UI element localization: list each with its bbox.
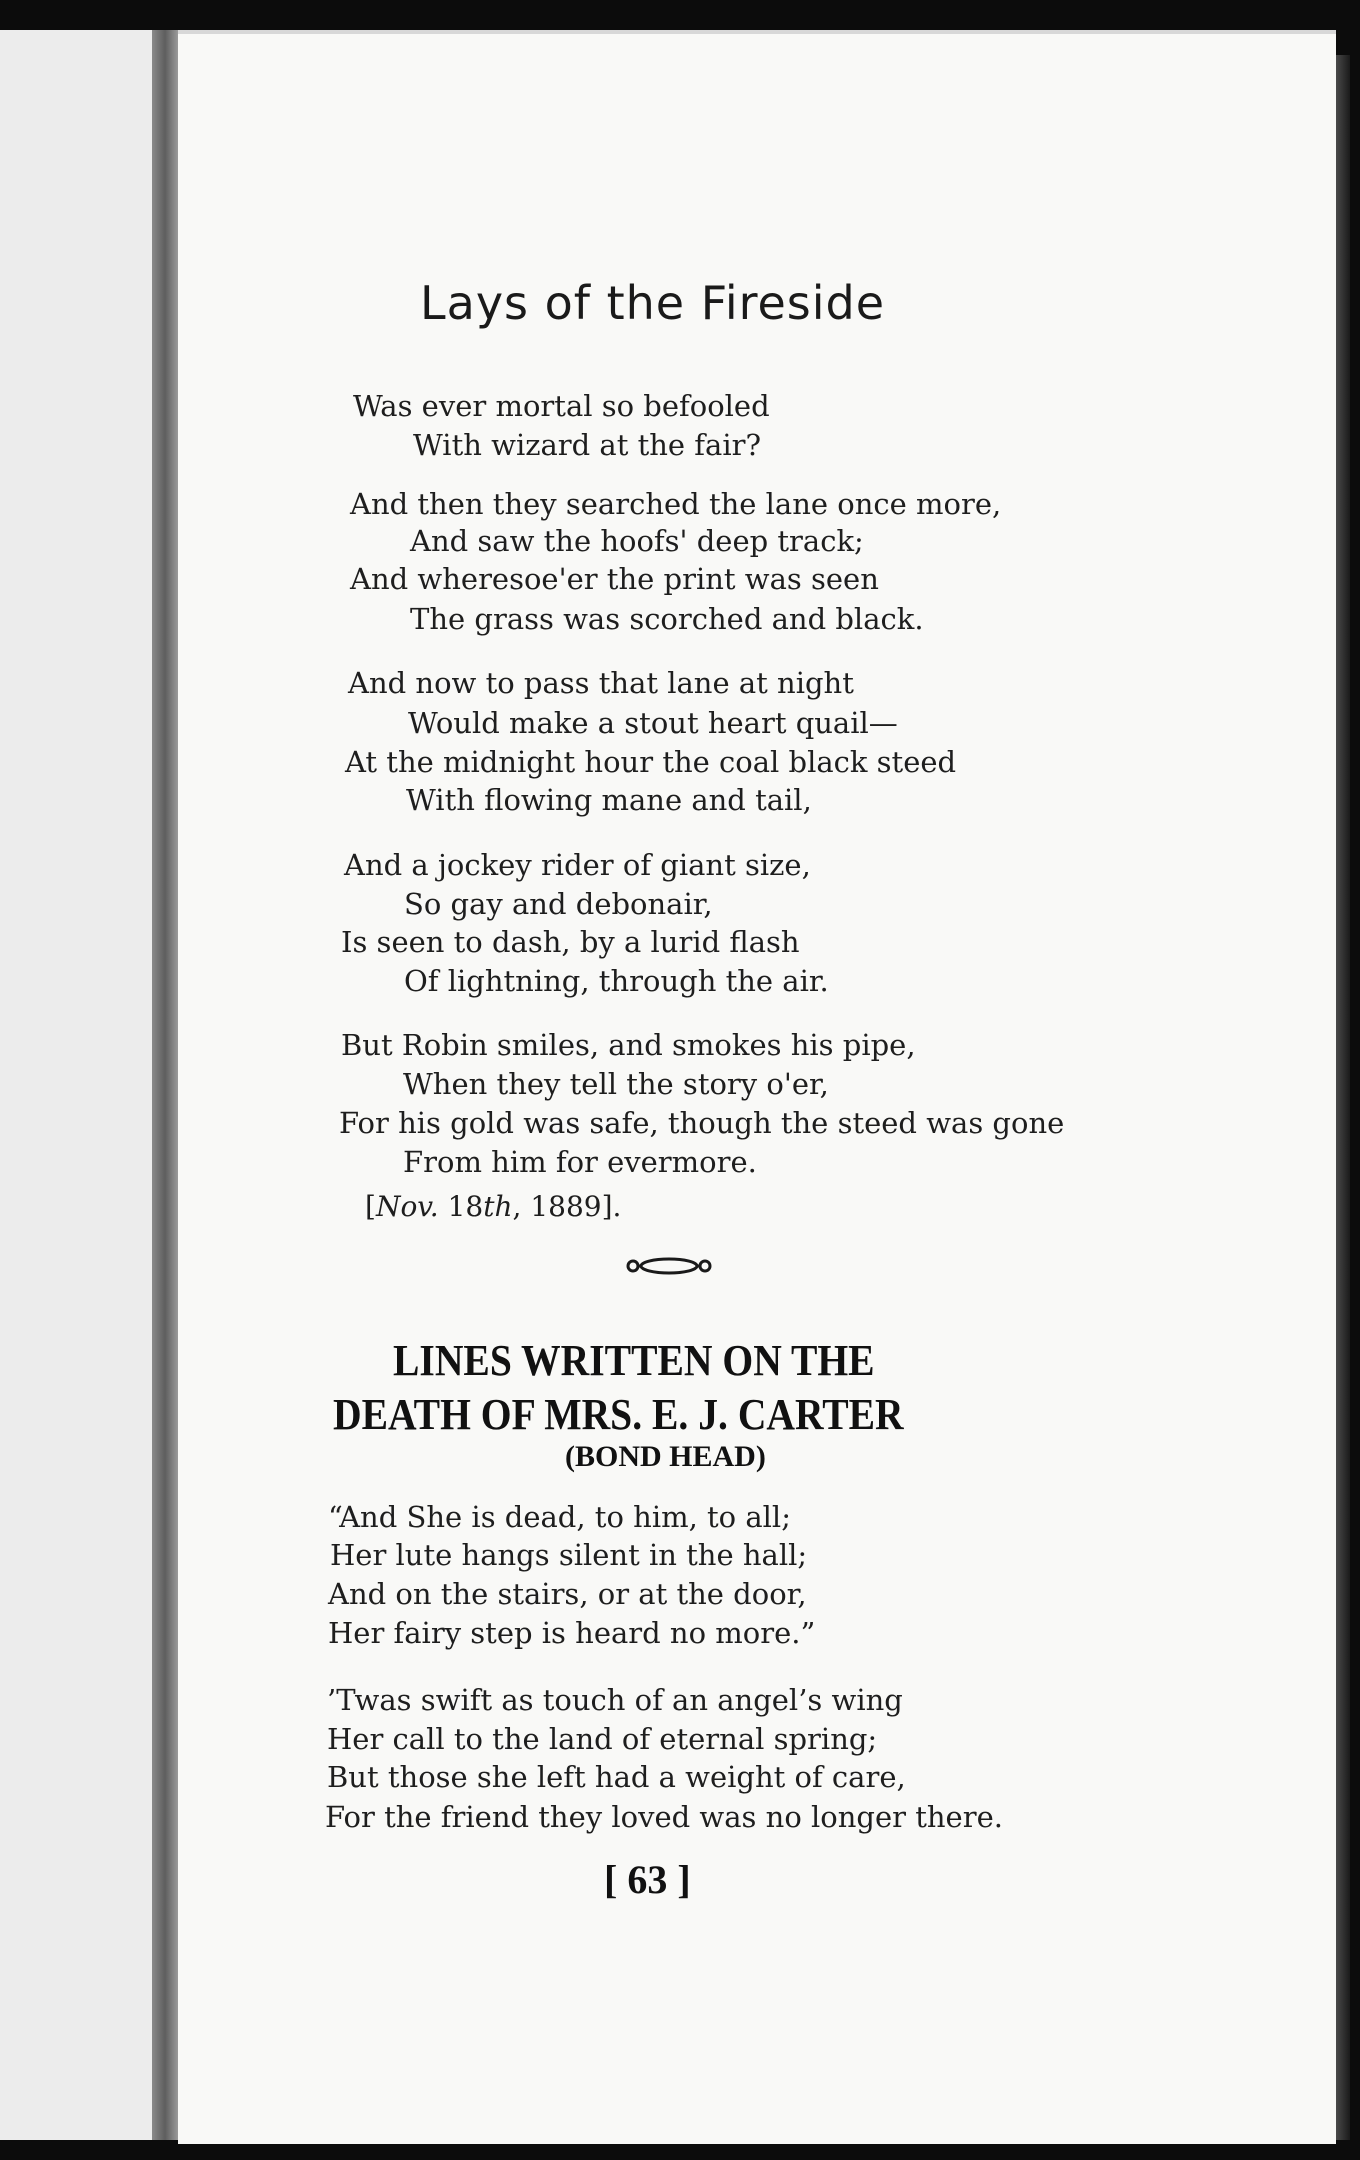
poem-line: From him for evermore.: [403, 1145, 757, 1179]
poem-date: [Nov. 18th, 1889].: [365, 1190, 622, 1223]
poem-line: At the midnight hour the coal black steed: [345, 745, 957, 779]
poem-line: Would make a stout heart quail—: [408, 706, 898, 740]
poem-line: For the friend they loved was no longer there.: [325, 1800, 1003, 1834]
poem-line: So gay and debonair,: [404, 887, 713, 921]
poem-line: Her fairy step is heard no more.”: [328, 1616, 816, 1650]
poem-line: And then they searched the lane once more,: [350, 487, 1002, 521]
poem-line: Was ever mortal so befooled: [353, 389, 770, 423]
poem-line: The grass was scorched and black.: [410, 602, 924, 636]
poem-line: ’Twas swift as touch of an angel’s wing: [327, 1683, 903, 1717]
page-right-edge: [1336, 55, 1350, 2140]
facing-page-edge: [0, 30, 160, 2140]
poem-title-line-2: DEATH OF MRS. E. J. CARTER: [333, 1390, 904, 1439]
page-top-edge: [178, 30, 1336, 34]
page-number: [ 63 ]: [604, 1857, 691, 1902]
book-gutter: [152, 30, 178, 2140]
poem-line: Her lute hangs silent in the hall;: [330, 1538, 808, 1572]
poem-line: And saw the hoofs' deep track;: [410, 524, 864, 558]
running-head: Lays of the Fireside: [420, 276, 886, 330]
poem-line: And a jockey rider of giant size,: [344, 848, 811, 882]
poem-line: But Robin smiles, and smokes his pipe,: [341, 1028, 916, 1062]
poem-line: But those she left had a weight of care,: [327, 1760, 906, 1794]
poem-title-line-1: LINES WRITTEN ON THE: [393, 1336, 875, 1385]
poem-line: “And She is dead, to him, to all;: [328, 1500, 791, 1534]
poem-line: Of lightning, through the air.: [404, 964, 829, 998]
poem-line: For his gold was safe, though the steed was gone: [339, 1106, 1065, 1140]
poem-line: And wheresoe'er the print was seen: [350, 562, 879, 596]
poem-line: And on the stairs, or at the door,: [328, 1577, 807, 1611]
poem-line: Her call to the land of eternal spring;: [327, 1722, 878, 1756]
poem-subtitle: (BOND HEAD): [565, 1440, 766, 1473]
poem-line: Is seen to dash, by a lurid flash: [341, 925, 800, 959]
poem-line: And now to pass that lane at night: [348, 666, 854, 700]
poem-line: With wizard at the fair?: [413, 428, 762, 462]
poem-line: When they tell the story o'er,: [403, 1067, 829, 1101]
poem-line: With flowing mane and tail,: [406, 783, 812, 817]
ornament-divider: [624, 1254, 714, 1278]
